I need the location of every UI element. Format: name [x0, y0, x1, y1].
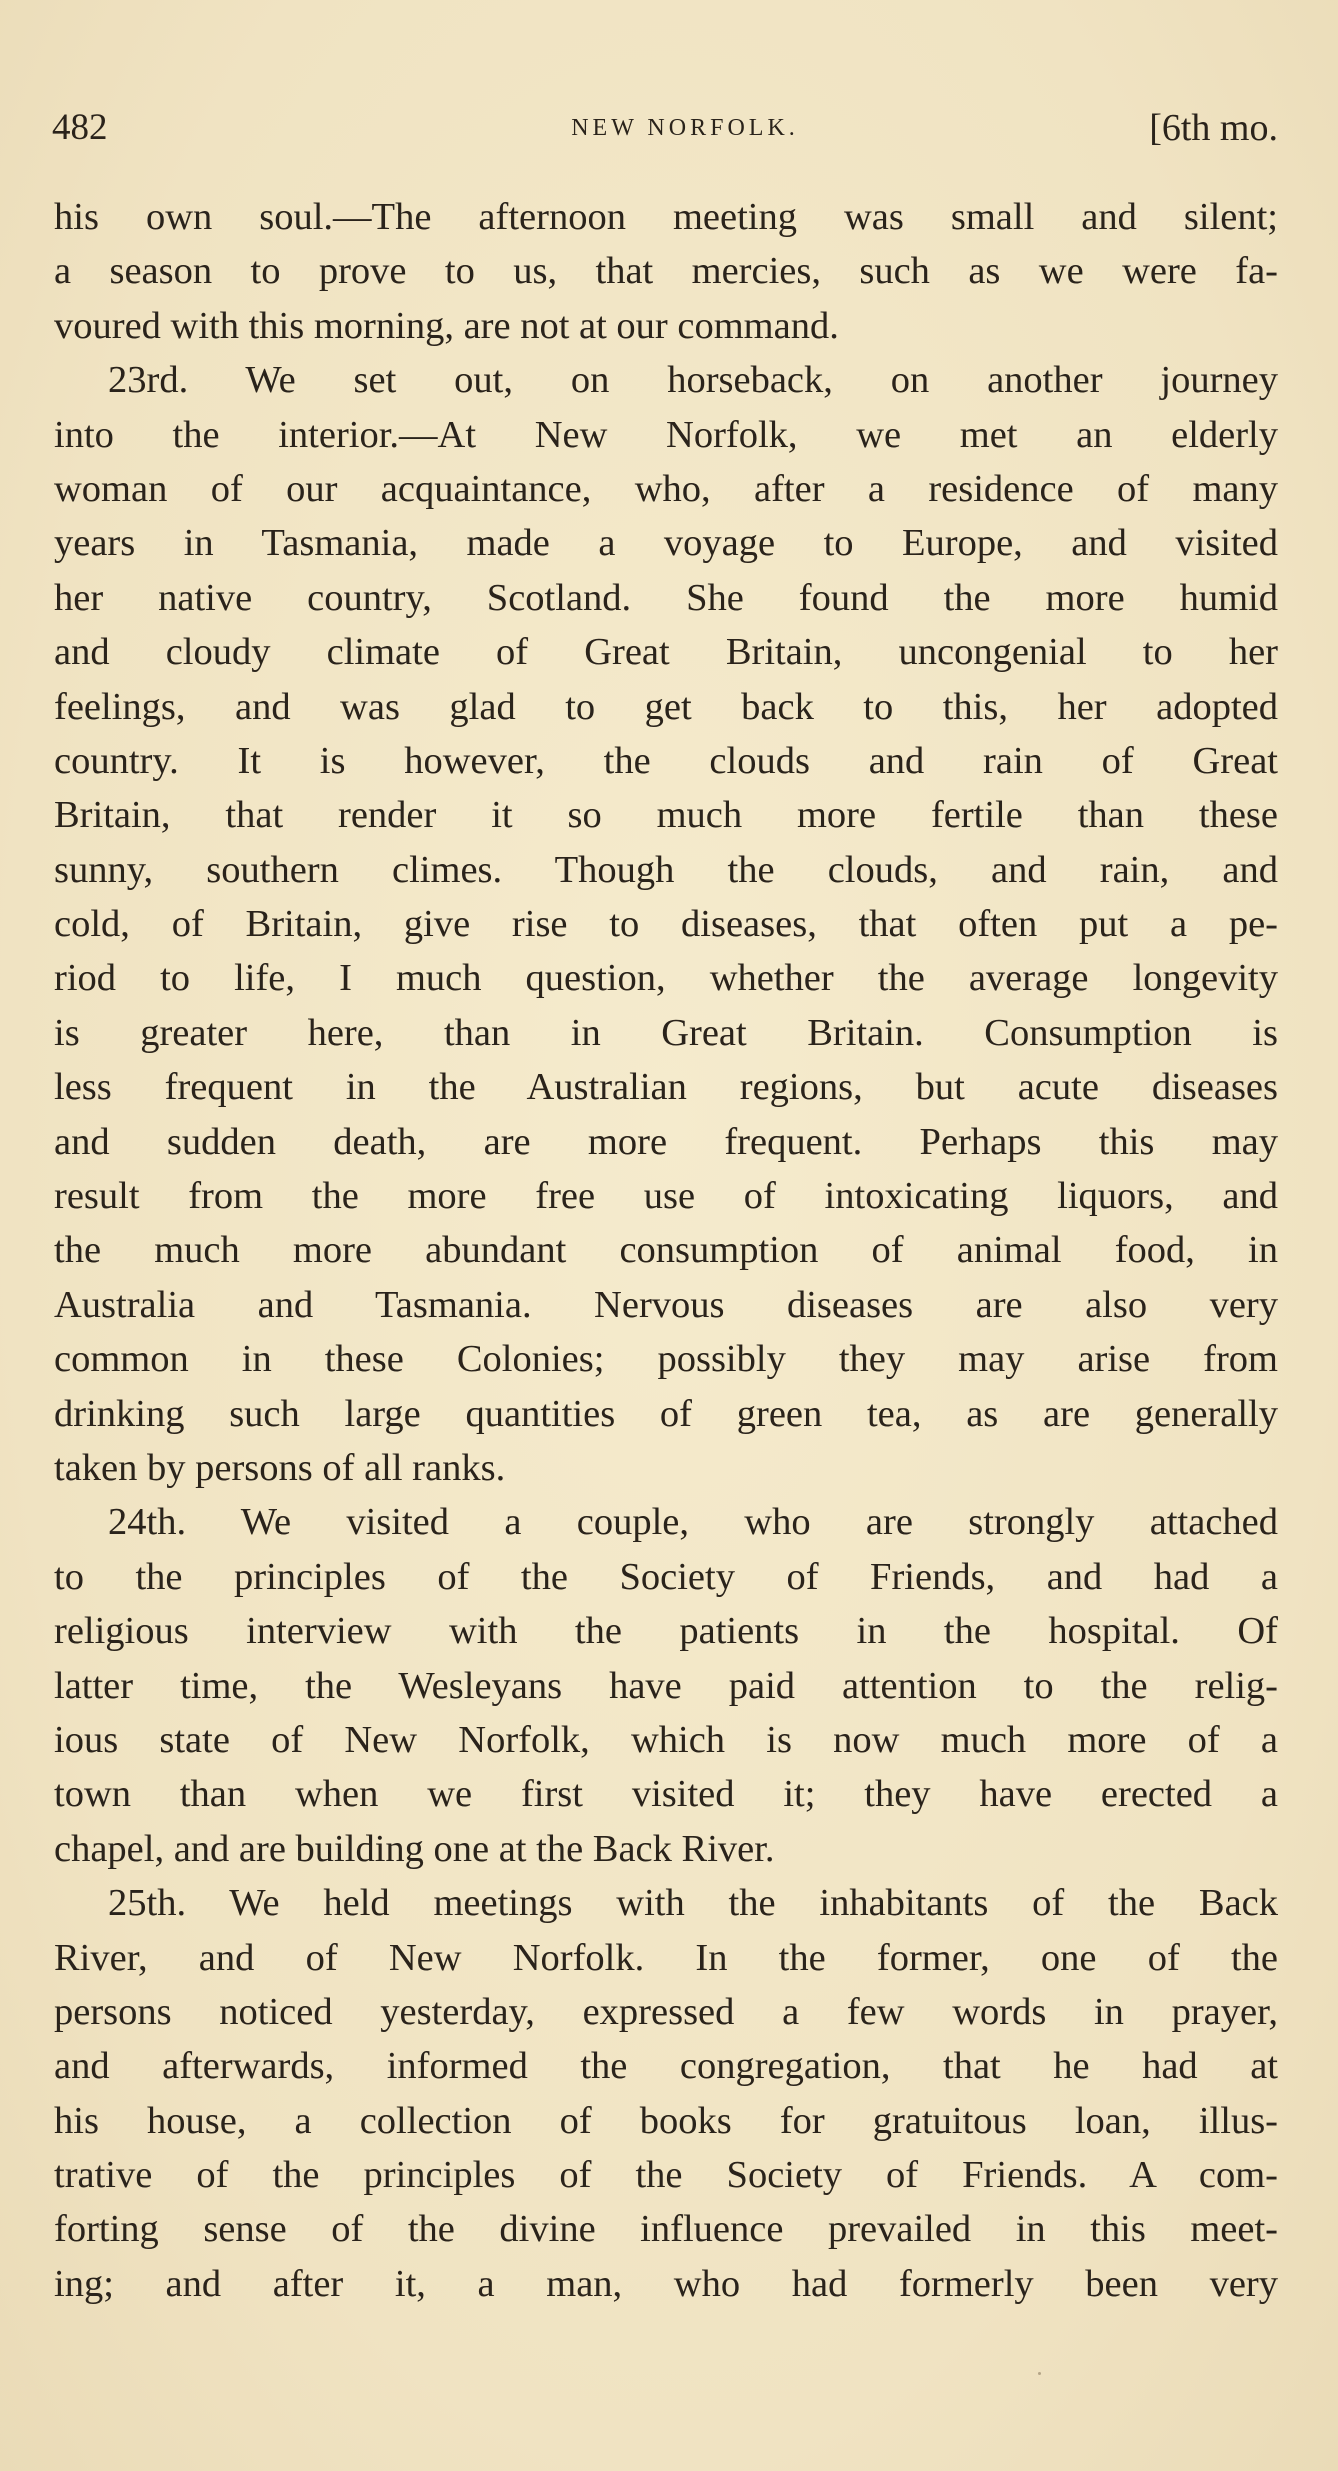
text-line: cold, of Britain, give rise to diseases, that often put a pe- [54, 903, 1278, 946]
text-line: chapel, and are building one at the Back River. [54, 1827, 775, 1870]
page-number: 482 [52, 107, 108, 148]
text-line: 24th. We visited a couple, who are strongly attached [108, 1501, 1278, 1544]
running-title: NEW NORFOLK. [571, 115, 799, 141]
text-line: 23rd. We set out, on horseback, on another journey [108, 359, 1278, 402]
text-line: ing; and after it, a man, who had formerly been very [54, 2262, 1278, 2305]
text-line: and cloudy climate of Great Britain, uncongenial to her [54, 631, 1278, 674]
text-line: country. It is however, the clouds and rain of Great [54, 739, 1278, 782]
text-line: years in Tasmania, made a voyage to Europe, and visited [54, 522, 1278, 565]
text-line: is greater here, than in Great Britain. Consumption is [54, 1011, 1278, 1054]
text-line: drinking such large quantities of green tea, as are generally [54, 1392, 1278, 1435]
running-head [52, 98, 1278, 158]
text-line: trative of the principles of the Society of Friends. A com- [54, 2154, 1278, 2197]
text-line: Britain, that render it so much more fertile than these [54, 794, 1278, 837]
text-line: result from the more free use of intoxicating liquors, and [54, 1175, 1278, 1218]
text-line: taken by persons of all ranks. [54, 1446, 506, 1489]
paper-speck [1038, 2372, 1041, 2375]
text-line: the much more abundant consumption of animal food, in [54, 1229, 1278, 1272]
text-line: Australia and Tasmania. Nervous diseases are also very [54, 1283, 1278, 1326]
text-line: sunny, southern climes. Though the clouds, and rain, and [54, 848, 1278, 891]
text-line: River, and of New Norfolk. In the former, one of the [54, 1936, 1278, 1979]
text-line: voured with this morning, are not at our command. [54, 304, 839, 347]
text-line: ious state of New Norfolk, which is now much more of a [54, 1718, 1278, 1761]
text-line: to the principles of the Society of Friends, and had a [54, 1555, 1278, 1598]
text-line: and afterwards, informed the congregation, that he had at [54, 2045, 1278, 2088]
text-line: a season to prove to us, that mercies, such as we were fa- [54, 250, 1278, 293]
text-line: feelings, and was glad to get back to this, her adopted [54, 685, 1278, 728]
text-line: forting sense of the divine influence prevailed in this meet- [54, 2208, 1278, 2251]
text-line: less frequent in the Australian regions, but acute diseases [54, 1066, 1278, 1109]
month-marker: [6th mo. [1149, 107, 1278, 149]
text-line: 25th. We held meetings with the inhabitants of the Back [108, 1882, 1278, 1925]
text-line: his own soul.—The afternoon meeting was small and silent; [54, 196, 1278, 238]
text-line: his house, a collection of books for gratuitous loan, illus- [54, 2099, 1278, 2142]
text-line: riod to life, I much question, whether the average longevity [54, 957, 1278, 1000]
text-line: common in these Colonies; possibly they may arise from [54, 1338, 1278, 1381]
text-line: into the interior.—At New Norfolk, we met an elderly [54, 413, 1278, 456]
text-line: latter time, the Wesleyans have paid attention to the relig- [54, 1664, 1278, 1707]
text-line: persons noticed yesterday, expressed a few words in prayer, [54, 1990, 1278, 2033]
body-text [54, 190, 1278, 2311]
text-line: town than when we first visited it; they have erected a [54, 1773, 1278, 1816]
text-line: religious interview with the patients in the hospital. Of [54, 1610, 1278, 1653]
text-line: and sudden death, are more frequent. Perhaps this may [54, 1120, 1278, 1163]
text-line: woman of our acquaintance, who, after a residence of many [54, 467, 1278, 510]
text-line: her native country, Scotland. She found the more humid [54, 576, 1278, 619]
